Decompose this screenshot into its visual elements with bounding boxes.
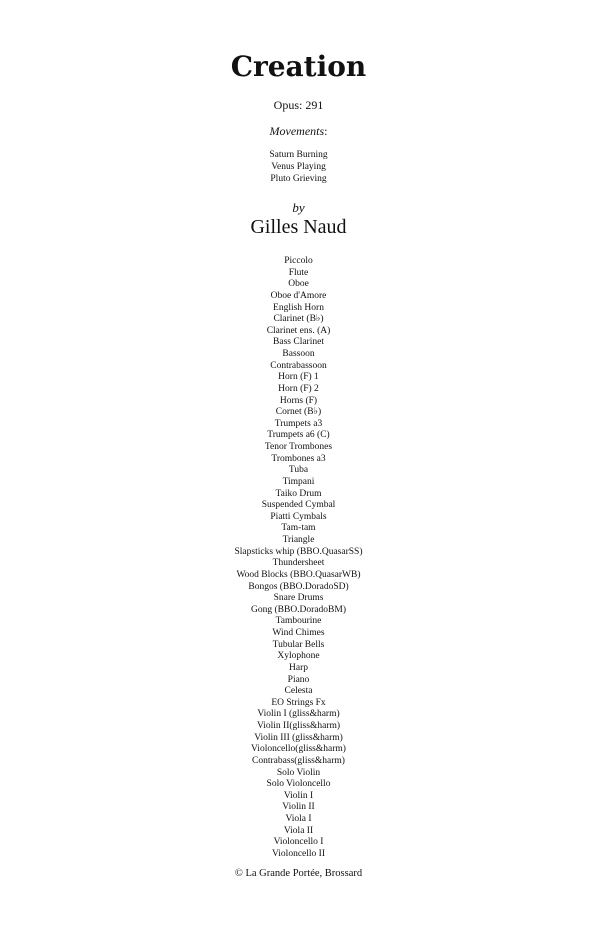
movement-item: Pluto Grieving xyxy=(270,173,327,184)
instrument-item: Suspended Cymbal xyxy=(261,500,336,511)
instrument-item: Horn (F) 1 xyxy=(278,372,319,383)
instrument-item: EO Strings Fx xyxy=(271,697,326,708)
opus-number: Opus: 291 xyxy=(273,98,324,112)
instrument-item: Viola I xyxy=(285,814,312,824)
instrument-item: Oboe d'Amore xyxy=(270,290,327,301)
instrument-item: Oboe xyxy=(288,279,309,290)
movements-list xyxy=(0,150,597,185)
instrument-item: Celesta xyxy=(284,686,313,697)
instrument-item: Violin III (gliss&harm) xyxy=(254,732,343,743)
instrument-item: Solo Violoncello xyxy=(266,779,331,790)
instrument-item: Piatti Cymbals xyxy=(270,511,327,522)
instrument-item: Trumpets a3 xyxy=(274,418,323,429)
instrument-item: Harp xyxy=(289,662,308,673)
instrument-item: Horn (F) 2 xyxy=(278,383,319,394)
instrument-item: Clarinet (B♭) xyxy=(273,314,324,325)
instrument-list xyxy=(0,256,597,858)
instrument-item: Piccolo xyxy=(284,256,313,266)
movements-colon: : xyxy=(324,124,328,138)
copyright-notice: © La Grande Portée, Brossard xyxy=(234,868,363,879)
instrument-item: Piano xyxy=(287,674,310,685)
by-label: by xyxy=(292,200,305,215)
instrument-item: Taiko Drum xyxy=(275,488,322,499)
movements-label: Movements xyxy=(269,124,325,138)
instrument-item: Viola II xyxy=(283,825,314,836)
instrument-item: Clarinet ens. (A) xyxy=(266,325,331,336)
instrument-item: Trombones a3 xyxy=(271,453,326,464)
instrument-item: Violoncello(gliss&harm) xyxy=(251,744,346,755)
instrument-item: Bongos (BBO.DoradoSD) xyxy=(248,581,349,592)
instrument-item: Xylophone xyxy=(277,651,320,662)
instrument-item: Bass Clarinet xyxy=(273,337,324,348)
instrument-item: Contrabassoon xyxy=(270,360,327,371)
instrument-item: English Horn xyxy=(273,302,324,313)
composer-name: Gilles Naud xyxy=(250,216,347,238)
instrument-item: Trumpets a6 (C) xyxy=(267,430,330,441)
instrument-item: Wind Chimes xyxy=(272,628,325,638)
instrument-item: Gong (BBO.DoradoBM) xyxy=(251,604,346,615)
instrument-item: Tuba xyxy=(288,465,309,476)
instrument-item: Contrabass(gliss&harm) xyxy=(252,755,345,766)
movements-heading xyxy=(0,123,597,139)
instrument-item: Flute xyxy=(288,267,309,278)
movement-item: Saturn Burning xyxy=(269,150,328,160)
instrument-item: Solo Violin xyxy=(276,767,321,778)
work-title: Creation xyxy=(230,50,367,83)
instrument-item: Violoncello I xyxy=(273,837,324,848)
instrument-item: Tam-tam xyxy=(281,523,316,534)
instrument-item: Tenor Trombones xyxy=(264,442,333,452)
instrument-item: Bassoon xyxy=(282,349,315,359)
instrument-item: Tubular Bells xyxy=(272,639,325,650)
instrument-item: Slapsticks whip (BBO.QuasarSS) xyxy=(234,546,363,557)
instrument-item: Snare Drums xyxy=(273,593,324,604)
instrument-item: Tambourine xyxy=(275,616,322,627)
instrument-item: Thundersheet xyxy=(272,558,325,569)
instrument-item: Horns (F) xyxy=(279,395,318,406)
instrument-item: Violin I (gliss&harm) xyxy=(257,709,340,720)
movement-item: Venus Playing xyxy=(271,161,326,172)
instrument-item: Violin II(gliss&harm) xyxy=(256,721,341,731)
instrument-item: Timpani xyxy=(282,476,315,487)
instrument-item: Violin I xyxy=(283,790,314,801)
instrument-item: Triangle xyxy=(282,535,315,545)
instrument-item: Cornet (B♭) xyxy=(275,407,322,418)
instrument-item: Violoncello II xyxy=(272,848,325,858)
instrument-item: Violin II xyxy=(282,802,315,813)
instrument-item: Wood Blocks (BBO.QuasarWB) xyxy=(236,569,361,580)
